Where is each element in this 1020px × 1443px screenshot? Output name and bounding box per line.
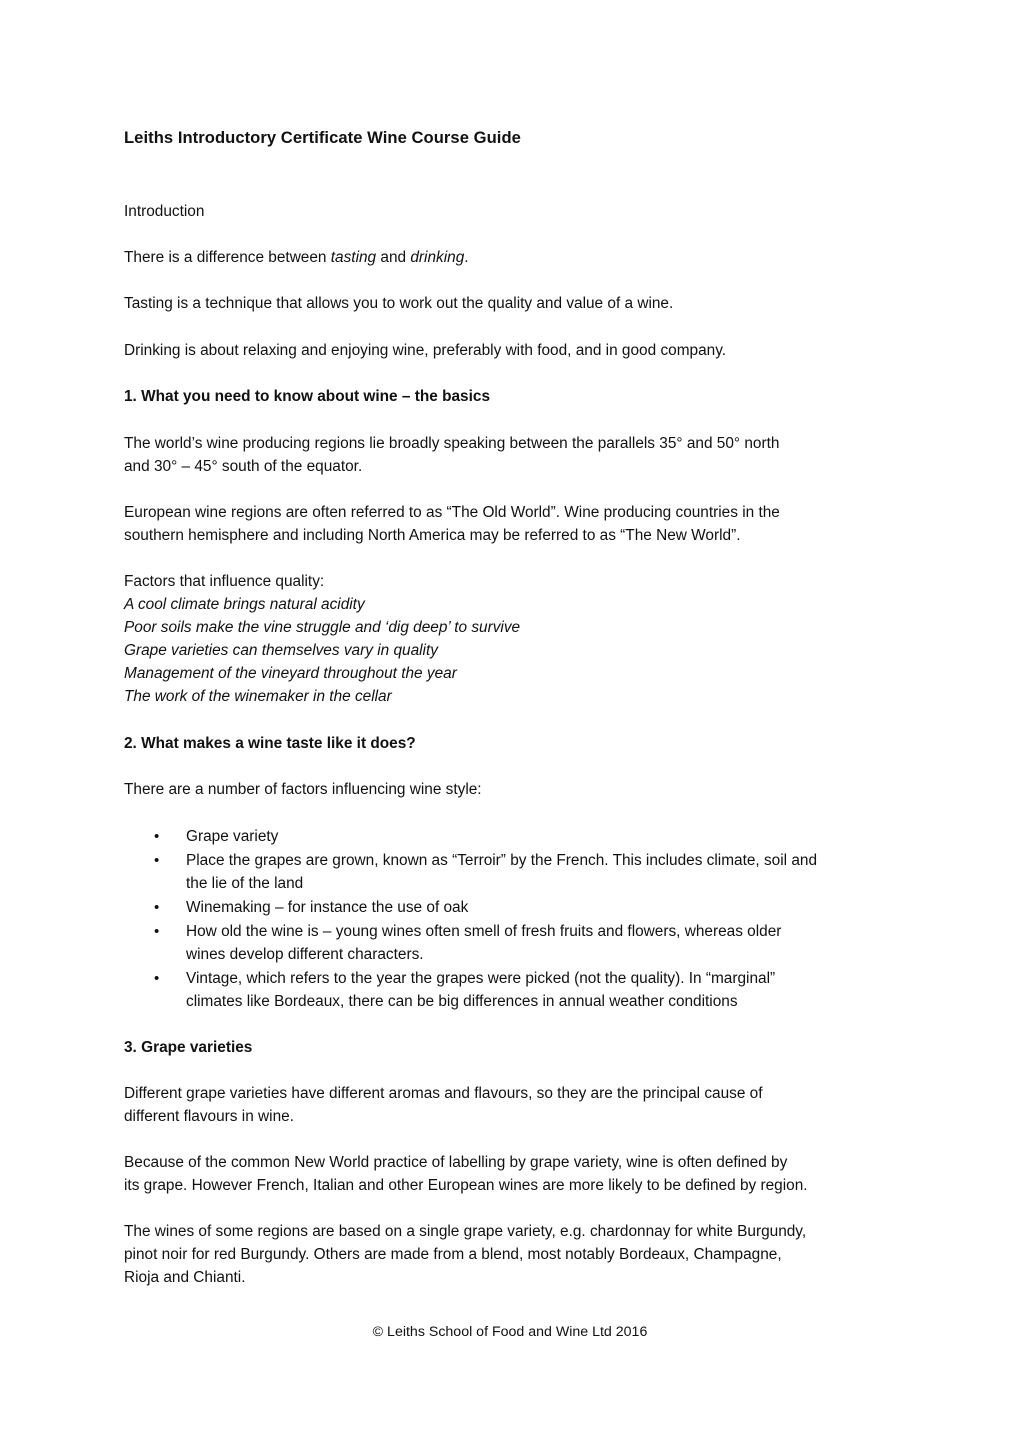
section-3-para-1-line-2: different flavours in wine. <box>124 1108 294 1125</box>
bullet-item-continuation: wines develop different characters. <box>186 946 424 963</box>
bullet-marker: • <box>154 828 160 845</box>
drinking-emphasis: drinking <box>410 249 465 266</box>
bullet-item-continuation: climates like Bordeaux, there can be big differences in annual weather conditions <box>186 993 738 1010</box>
section-3-para-3-line-2: pinot noir for red Burgundy. Others are made from a blend, most notably Bordeaux, Champagne, <box>124 1246 782 1263</box>
section-3-para-3-line-3: Rioja and Chianti. <box>124 1269 246 1286</box>
section-3-para-3-line-1: The wines of some regions are based on a single grape variety, e.g. chardonnay for white Burgundy, <box>124 1223 807 1240</box>
bullet-marker: • <box>154 852 160 869</box>
intro-line: There is a difference between tasting and drinking. <box>124 249 469 266</box>
intro-heading: Introduction <box>124 203 205 220</box>
factor-item: Poor soils make the vine struggle and ‘dig deep’ to survive <box>124 619 521 636</box>
factor-item: The work of the winemaker in the cellar <box>124 688 392 705</box>
section-3-para-2-line-2: its grape. However French, Italian and other European wines are more likely to be defined by region. <box>124 1177 808 1194</box>
section-3-para-2-line-1: Because of the common New World practice of labelling by grape variety, wine is often defined by <box>124 1154 788 1171</box>
bullet-marker: • <box>154 970 160 987</box>
section-2-intro: There are a number of factors influencing wine style: <box>124 781 482 798</box>
section-3-para-1-line-1: Different grape varieties have different aromas and flavours, so they are the principal cause of <box>124 1085 763 1102</box>
bullet-item: Vintage, which refers to the year the grapes were picked (not the quality). In “marginal” <box>186 970 776 987</box>
bullet-marker: • <box>154 899 160 916</box>
bullet-item: How old the wine is – young wines often smell of fresh fruits and flowers, whereas older <box>186 923 782 940</box>
bullet-marker: • <box>154 923 160 940</box>
tasting-paragraph: Tasting is a technique that allows you to work out the quality and value of a wine. <box>124 295 674 312</box>
factor-item: A cool climate brings natural acidity <box>124 596 365 613</box>
section-2-heading: 2. What makes a wine taste like it does? <box>124 735 416 752</box>
factor-item: Management of the vineyard throughout the year <box>124 665 457 682</box>
bullet-item: Grape variety <box>186 828 279 845</box>
factors-heading: Factors that influence quality: <box>124 573 325 590</box>
copyright-footer: © Leiths School of Food and Wine Ltd 2016 <box>372 1324 648 1340</box>
section-1-para-1-line-2: and 30° – 45° south of the equator. <box>124 458 363 475</box>
section-1-para-2-line-1: European wine regions are often referred to as “The Old World”. Wine producing countries in the <box>124 504 780 521</box>
bullet-item: Place the grapes are grown, known as “Terroir” by the French. This includes climate, soil and <box>186 852 818 869</box>
bullet-item-continuation: the lie of the land <box>186 875 304 892</box>
tasting-emphasis: tasting <box>330 249 377 266</box>
section-1-para-1-line-1: The world’s wine producing regions lie broadly speaking between the parallels 35° and 50° north <box>124 435 780 452</box>
factor-item: Grape varieties can themselves vary in quality <box>124 642 438 659</box>
section-1-para-2-line-2: southern hemisphere and including North America may be referred to as “The New World”. <box>124 527 741 544</box>
document-title: Leiths Introductory Certificate Wine Course Guide <box>124 128 521 147</box>
section-3-heading: 3. Grape varieties <box>124 1039 253 1056</box>
drinking-paragraph: Drinking is about relaxing and enjoying wine, preferably with food, and in good company. <box>124 342 727 359</box>
section-1-heading: 1. What you need to know about wine – the basics <box>124 388 491 405</box>
bullet-item: Winemaking – for instance the use of oak <box>186 899 469 916</box>
